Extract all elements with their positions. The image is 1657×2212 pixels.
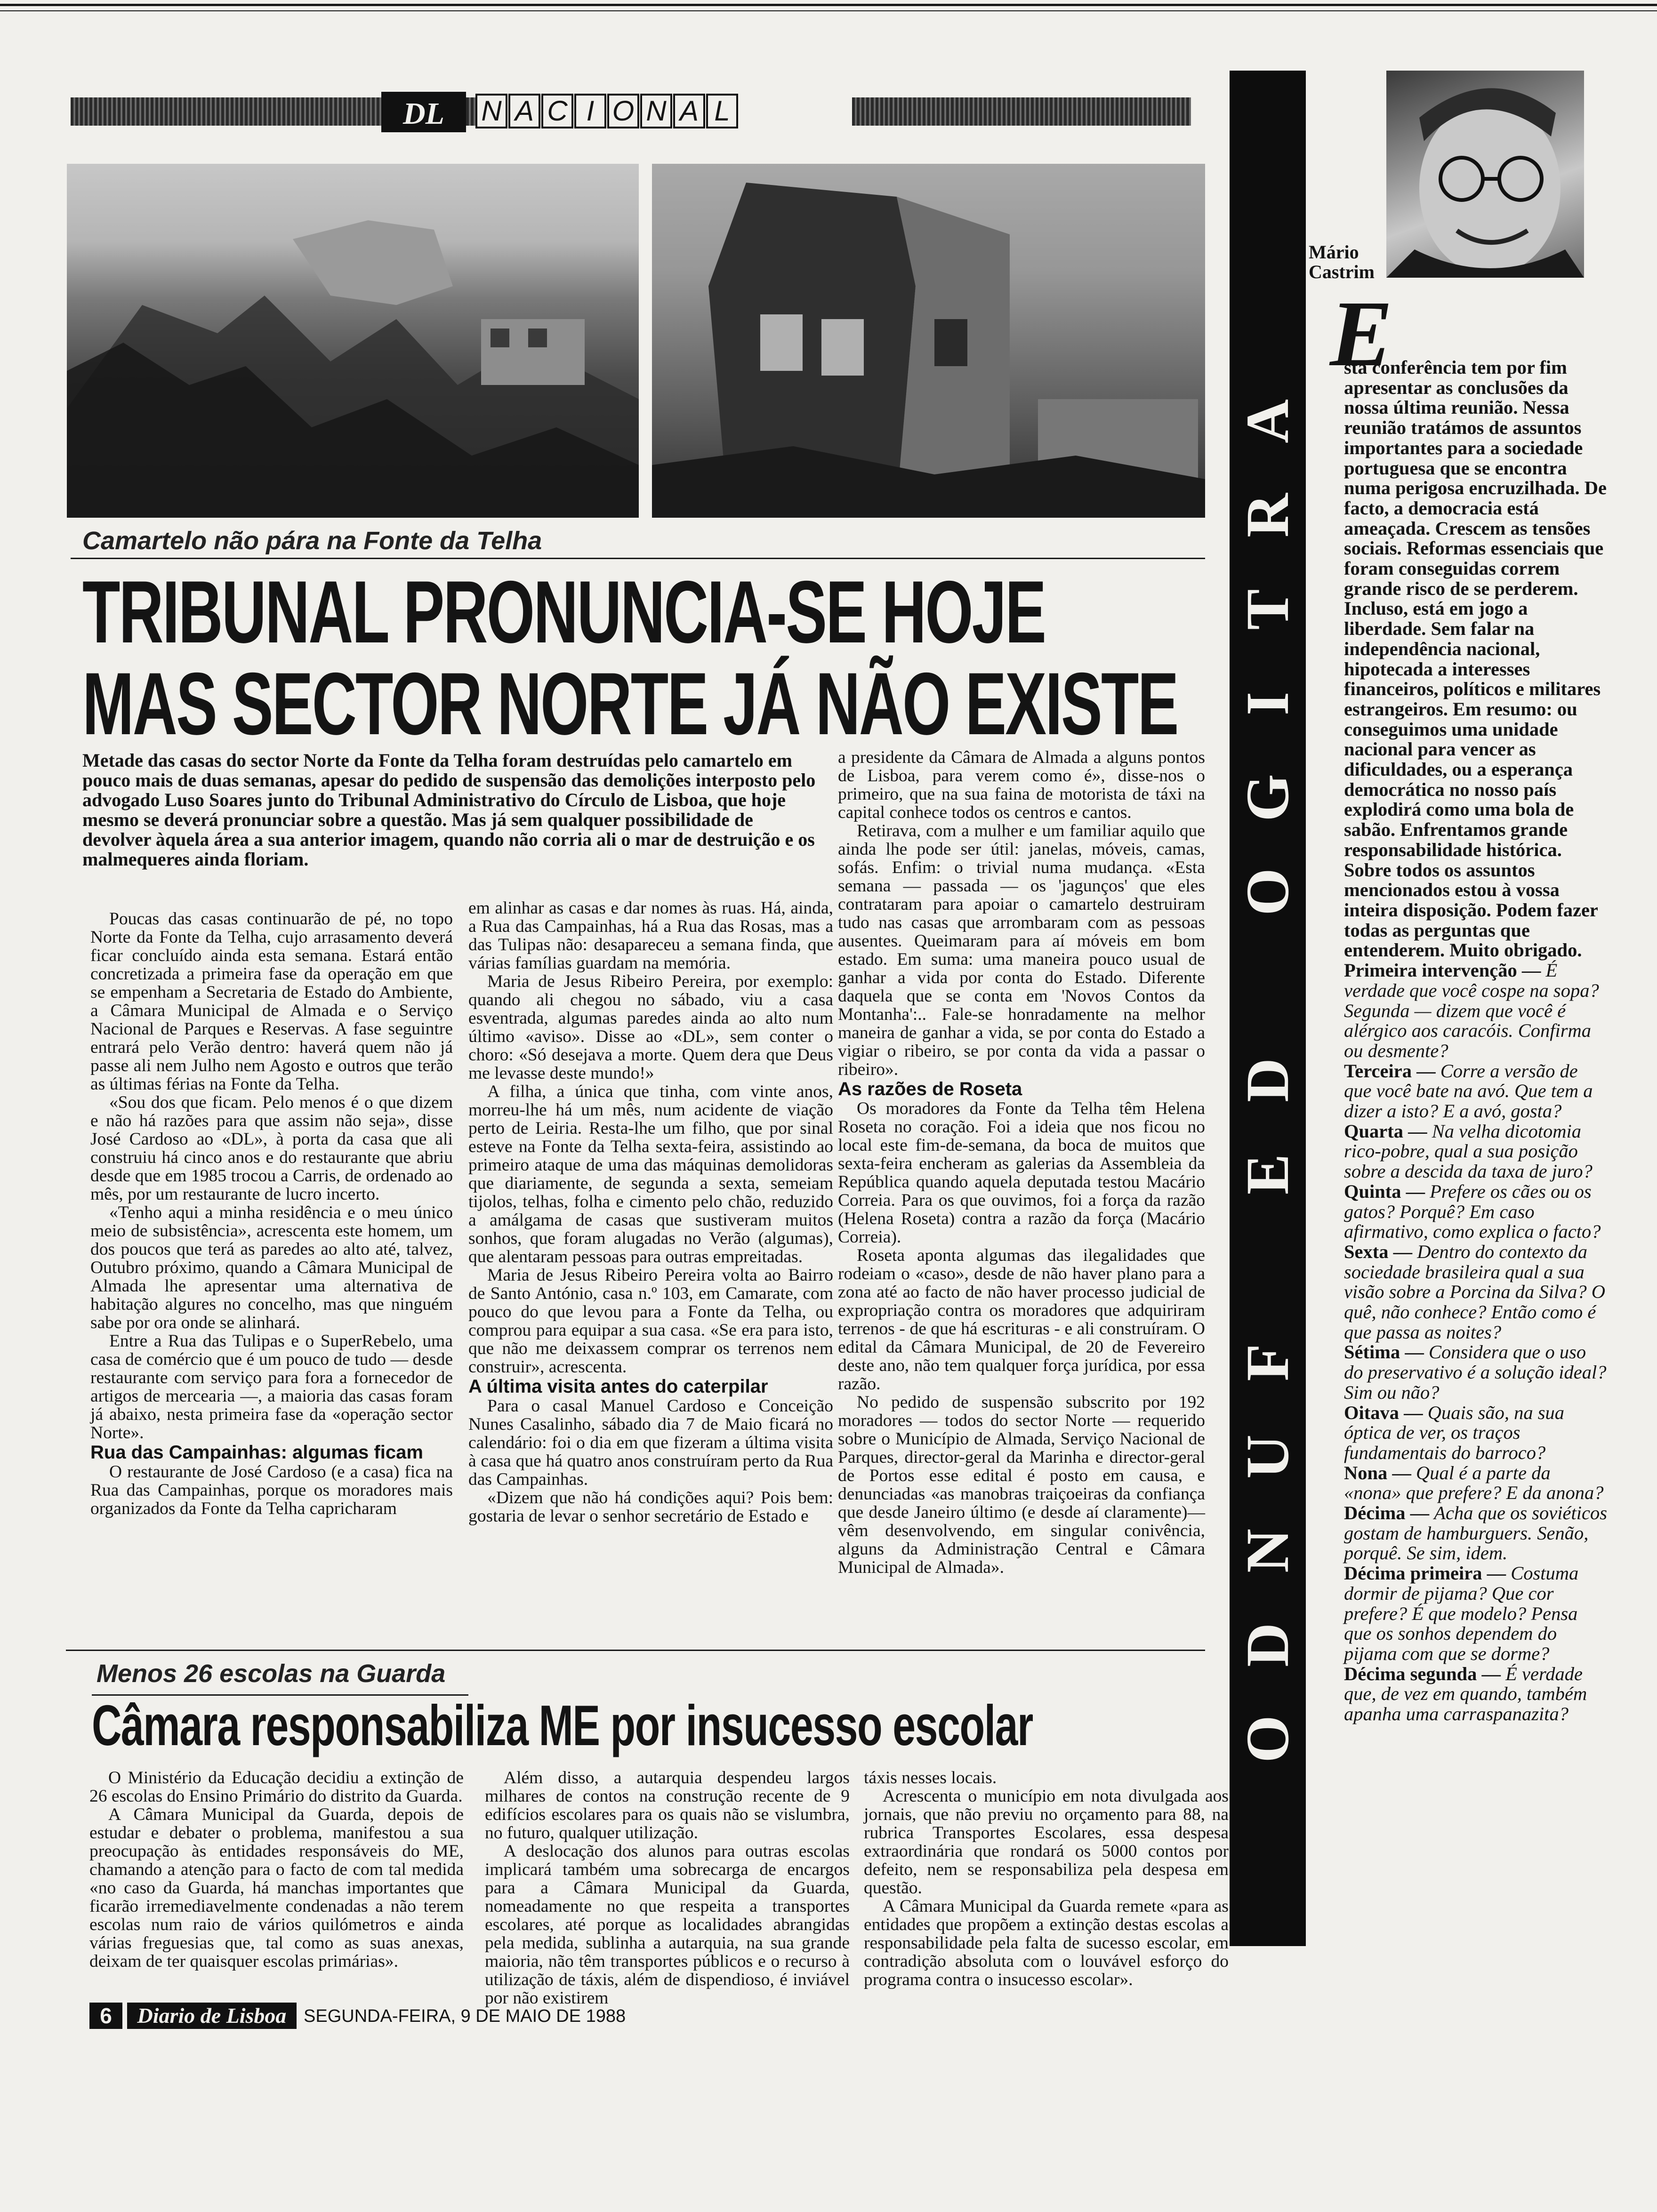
opinion-intro [1344,358,1608,961]
question-text: Qual é a parte da «nona» que prefere? E da anona? [1344,1462,1604,1504]
section-letter: L [706,94,738,128]
opinion-question [1344,1403,1608,1463]
question-label: Nona — [1344,1462,1416,1483]
question-text: Dentro do contexto da sociedade brasileira qual a sua visão sobre a Porcina da Silva? O quê, não conhece? Então como é que passa as noites? [1344,1241,1605,1343]
second-col1-p1: O Ministério da Educação decidiu a extinção de 26 escolas do Ensino Primário do distrito da Guarda. [89,1768,464,1806]
photo-demolition-right [652,164,1205,518]
main-col3-p3: Os moradores da Fonte da Telha têm Helena Roseta no coração. Foi a ideia que nos ficou no local este fim-de-semana, da boca de muitos que sexta-feira encheram as galerias da Assembleia da República quando aquela deputada testou Macário Correia. Para os que ouvimos, foi a força da razão (Helena Roseta) contra a razão da força (Macário Correia). [838,1099,1205,1247]
question-text: Na velha dicotomia rico-pobre, qual a sua posição sobre a descida da taxa de juro? [1344,1120,1593,1182]
band-letter: T [1234,589,1302,630]
main-col3-p4: Roseta aponta algumas das ilegalidades que rodeiam o «caso», desde de não haver plano para a zona até ao facto de não haver processo judicial de expropriação contra os moradores que adquiriram terrenos - de que há escrituras - e ali construíram. O edital da Câmara Municipal, de 20 de Fevereiro deste ano, não tem qualquer força jurídica, por essa razão. [838,1246,1205,1394]
question-text: Corre a versão de que você bate na avó. Que tem a dizer a isto? E a avó, gosta? [1344,1060,1593,1122]
main-headline-1: TRIBUNAL PRONUNCIA-SE HOJE [82,562,1046,661]
band-letters [1230,71,1306,1946]
question-text: Costuma dormir de pijama? Que cor prefere? É que modelo? Pensa que os sonhos dependem do pijama com que se dorme? [1344,1563,1579,1664]
opinion-question [1344,1001,1608,1061]
section-letter: I [574,94,606,128]
question-label: Oitava — [1344,1402,1428,1423]
question-label: Quarta — [1344,1120,1432,1142]
question-text: Acha que os soviéticos gostam de hamburguers. Senão, porquê. Se sim, idem. [1344,1502,1607,1564]
opinion-question [1344,1503,1608,1563]
band-letter: R [1234,493,1302,537]
main-col1-subhead: Rua das Campainhas: algumas ficam [90,1442,423,1463]
question-text: Segunda — dizem que você é alérgico aos caracóis. Confirma ou desmente? [1344,1000,1591,1061]
section-letter: A [673,94,705,128]
band-letter: U [1234,1435,1302,1479]
opinion-question [1344,961,1608,1001]
band-letter: D [1234,1058,1302,1102]
second-col-1 [89,1769,464,1971]
kicker-rule [71,558,1205,559]
section-letter: A [508,94,540,128]
second-col1-p2: A Câmara Municipal da Guarda, depois de estudar e debater o problema, manifestou a sua preocupação às entidades responsáveis do ME, chamando a atenção para o facto de com tal medida «no caso da Guarda, há manchas importantes que ficarão irremediavelmente condenadas a não terem escolas num raio de vários quilómetros e ainda várias freguesias que, tal como as suas anexas, deixam de ter quaisquer escolas primárias». [89,1805,464,1971]
main-col2-p5: Para o casal Manuel Cardoso e Conceição Nunes Casalinho, sábado dia 7 de Maio ficará no calendário: foi o dia em que fizeram a última visita à casa que há quatro anos construíram perto da Rua das Campainhas. [468,1396,833,1489]
author-name [1309,242,1375,282]
opinion-question [1344,1664,1608,1724]
main-col3-p5: No pedido de suspensão subscrito por 192 moradores — todos do sector Norte — requerido sobre o Município de Almada, Serviço Nacional de Parques, director-geral da Marinha e director-geral de Portos esse edital é posto em causa, e denunciadas «as manobras traiçoeiras da confiança que desde Janeiro último (e desde aí claramente)— vêm desenvolvendo, em singular conivência, alguns da Administração Central e Câmara Municipal de Almada». [838,1393,1205,1577]
story-divider [66,1650,1205,1651]
question-label: Décima segunda — [1344,1663,1506,1684]
main-col1-p1: Poucas das casas continuarão de pé, no topo Norte da Fonte da Telha, cujo arrasamento deverá ficar concluído ainda esta semana. Estará então concretizada a primeira fase da operação em que se empenham a Secretaria de Estado do Ambiente, a Câmara Municipal de Almada e o Serviço Nacional de Parques e Reservas. A fase seguintre entrará pelo Verão dentro: haverá quem não já passe ali nem Julho nem Agosto e outros que terão as últimas férias na Fonte da Telha. [90,909,453,1094]
second-col2-p1: Além disso, a autarquia despendeu largos milhares de contos na construção recente de 9 edifícios escolares para os quais não se vislumbra, no futuro, qualquer utilização. [485,1768,850,1843]
main-col2-p4: Maria de Jesus Ribeiro Pereira volta ao Bairro de Santo António, casa n.º 103, em Camarate, com pouco do que levou para a Fonte da Telha, ou comprou para equipar a sua casa. «Se era para isto, que não me deixassem comprar os terrenos nem construir», acrescenta. [468,1266,833,1377]
opinion-question [1344,1563,1608,1664]
opinion-question [1344,1463,1608,1503]
main-kicker: Camartelo não pára na Fonte da Telha [82,527,542,555]
section-letter: O [607,94,639,128]
second-headline: Câmara responsabiliza ME por insucesso escolar [92,1693,1033,1757]
top-rule-thin [0,10,1657,11]
band-letter: F [1234,1344,1302,1381]
second-col-3 [864,1769,1229,1989]
section-letter: N [475,94,507,128]
page-number: 6 [89,2003,122,2029]
footer-date: SEGUNDA-FEIRA, 9 DE MAIO DE 1988 [304,2006,626,2026]
main-col3-p1: a presidente da Câmara de Almada a alguns pontos de Lisboa, para verem como é», disse-nos o primeiro, que na sua faina de motorista de táxi na capital conhece todos os centros e cantos. [838,748,1205,822]
second-col2-p2: A deslocação dos alunos para outras escolas implicará também uma sobrecarga de encargos para a Câmara Municipal da Guarda, nomeadamente no que respeita a transportes escolares, até porque as localidades abrangidas pela medida, sublinha a autarquia, na sua grande maioria, não têm transportes públicos e o recurso à utilização de táxis, além de dispendioso, é inviável por não existirem [485,1842,850,2008]
drop-cap: E [1330,282,1393,386]
opinion-question [1344,1342,1608,1403]
question-text: É verdade que, de vez em quando, também apanha uma carraspanazita? [1344,1663,1587,1725]
question-text: Quais são, na sua óptica de ver, os traços fundamentais do barroco? [1344,1402,1565,1463]
footer-masthead: Diario de Lisboa [127,2003,297,2029]
band-letter: D [1234,1623,1302,1667]
question-text: É verdade que você cospe na sopa? [1344,960,1599,1001]
band-letter: E [1234,1154,1302,1195]
second-col3-p3: A Câmara Municipal da Guarda remete «para as entidades que propõem a extinção destas escolas a responsabilidade pela falta de sucesso escolar, em contradição absoluta com o louvável esforço do programa contra o insucesso escolar». [864,1897,1229,1989]
band-letter: A [1234,399,1302,443]
main-col-3 [838,748,1205,1577]
main-col2-p2: Maria de Jesus Ribeiro Pereira, por exemplo: quando ali chegou no sábado, viu a casa esventrada, algumas paredes ainda ao alto num último «aviso». Disse ao «DL», sem conter o choro: «Só desejava a morte. Quem dera que Deus me levasse deste mundo!» [468,972,833,1083]
question-text: Considera que o uso do preservativo é a solução ideal? Sim ou não? [1344,1341,1607,1403]
main-col2-p1: em alinhar as casas e dar nomes às ruas. Há, ainda, a Rua das Campainhas, há a Rua das Rosas, mas a das Tulipas não: desapareceu a semana finda, que várias famílias guardam na memória. [468,898,833,973]
second-col3-p2: Acrescenta o município em nota divulgada aos jornais, que não previu no orçamento para 88, na rubrica Transportes Escolares, essa despesa extraordinária que rondará os 5000 contos por defeito, nem se responsabiliza pela despesa em questão. [864,1787,1229,1898]
band-letter: O [1234,1715,1302,1763]
question-label: Décima — [1344,1502,1434,1524]
author-last-name: Castrim [1309,261,1375,282]
section-label [475,94,852,132]
author-photo [1386,71,1584,278]
main-col1-p2: «Sou dos que ficam. Pelo menos é o que dizem e não há razões para que assim não seja», disse José Cardoso ao «DL», à porta da casa que ali construiu há cinco anos e do restaurante que abriu desde que em 1985 trocou a Carris, de ordenado ao mês, por um restaurante de lucro incerto. [90,1093,453,1204]
opinion-question [1344,1242,1608,1343]
opinion-column [1344,358,1608,1724]
opinion-question [1344,1122,1608,1182]
opinion-intro-text: sta conferência tem por fim apresentar as conclusões da nossa última reunião. Nessa reunião tratámos de assuntos importantes para a sociedade portuguesa que se encontra numa perigosa encruzilhada. De facto, a democracia está ameaçada. Crescem as tensões sociais. Reformas essenciais que foram conseguidas correm grande risco de se perderem. Incluso, está em jogo a liberdade. Sem falar na independência nacional, hipotecada a interesses financeiros, políticos e militares estrangeiros. Em resumo: ou conseguimos uma unidade nacional para vencer as dificuldades, ou a esperança democrática no nosso país explodirá como uma bola de sabão. Enfrentamos grande responsabilidade histórica. Sobre todos os assuntos mencionados estou à vossa inteira disposição. Podem fazer todas as perguntas que entenderem. Muito obrigado. [1344,357,1607,961]
question-label: Terceira — [1344,1060,1440,1082]
main-col2-p3: A filha, a única que tinha, com vinte anos, morreu-lhe há um mês, num acidente de viação perto de Leiria. Resta-lhe um filho, que por sinal esteve na Fonte da Telha sexta-feira, assistindo ao primeiro ataque de uma das máquinas demolidoras que diariamente, de segunda a sexta, semeiam tijolos, telhas, folha e cimento pelo chão, reduzido a amálgama de casas que sustiveram muitos sonhos, que foram alugadas no Verão (algumas), que alentaram pessoas para outras empreitadas. [468,1082,833,1266]
opinion-question [1344,1061,1608,1122]
question-text: Prefere os cães ou os gatos? Porquê? Em caso afirmativo, como explica o facto? [1344,1180,1601,1242]
band-letter: I [1234,691,1302,716]
opinion-question [1344,1182,1608,1242]
main-col3-p2: Retirava, com a mulher e um familiar aquilo que ainda lhe pode ser útil: janelas, móveis, camas, sofás. Enfim: o trivial numa mudança. «Esta semana — passada — os 'jagunços' que eles contrataram para apoiar o camartelo destruiram tudo nas casas que arrombaram com as pessoas ausentes. Queimaram para aí móveis em bom estado. Em suma: uma maneira pouco usual de ganhar a vida por conta do Estado. Diferente daquela que se conta em 'Novos Contos da Montanha':.. Fale-se honradamente na melhor maneira de ganhar a vida, se por conta do Estado a vigiar o ribeiro, se por conta da vida a passar o ribeiro». [838,821,1205,1079]
main-lede: Metade das casas do sector Norte da Fonte da Telha foram destruídas pelo camartelo em pouco mais de duas semanas, apesar do pedido de suspensão das demolições interposto pelo advogado Luso Soares junto do Tribunal Administrativo do Círculo de Lisboa, que hoje mesmo se deverá pronunciar sobre a questão. Mas já sem qualquer possibilidade de devolver àquela área a sua anterior imagem, quando não corria ali o mar de destruição e os malmequeres ainda floriam. [82,750,816,870]
dl-logo [381,92,466,132]
question-label: Décima primeira — [1344,1563,1511,1584]
main-col-1 [90,910,453,1518]
main-col-2 [468,899,833,1525]
main-headline-2: MAS SECTOR NORTE JÁ NÃO EXISTE [82,654,1178,753]
main-col2-subhead: A última visita antes do caterpilar [468,1376,768,1397]
opinion-questions [1344,961,1608,1724]
question-label: Quinta — [1344,1180,1430,1202]
author-first-name: Mário [1309,241,1359,263]
question-label: Primeira intervenção — [1344,960,1546,981]
main-col2-p6: «Dizem que não há condições aqui? Pois bem: gostaria de levar o senhor secretário de Estado e [468,1488,833,1526]
photo-demolition-left [67,164,639,518]
second-kicker: Menos 26 escolas na Guarda [97,1659,446,1688]
main-col1-p3: «Tenho aqui a minha residência e o meu único meio de subsistência», acrescenta este homem, um dos poucos que terá as paredes ao alto até, talvez, Outubro próximo, quando a Câmara Municipal de Almada lhe apresentar uma alternativa de habitação algures no concelho, mas que ninguém sabe por ora onde se alinhará. [90,1203,453,1332]
top-rule [0,4,1657,6]
section-letter: C [541,94,573,128]
main-col1-p4: Entre a Rua das Tulipas e o SuperRebelo, uma casa de comércio que é um pouco de tudo — desde restaurante com serviço para fora a fornecedor de artigos de mercearia —, a maioria das casas foram já abaixo, nesta primeira fase da «operação sector Norte». [90,1331,453,1443]
main-col1-p5: O restaurante de José Cardoso (e a casa) fica na Rua das Campainhas, porque os moradores mais organizados da Fonte da Telha capricharam [90,1462,453,1518]
section-header [71,92,1191,134]
question-label: Sétima — [1344,1341,1429,1363]
second-col-2 [485,1769,850,2007]
question-label: Sexta — [1344,1241,1417,1262]
dl-logo-text: DL [403,96,444,131]
band-letter: N [1234,1529,1302,1573]
main-col3-subhead: As razões de Roseta [838,1079,1022,1099]
band-letter: G [1234,774,1302,822]
second-col3-p1: táxis nesses locais. [864,1768,997,1787]
footer [89,2003,748,2031]
band-letter: O [1234,868,1302,916]
section-letter: N [640,94,672,128]
